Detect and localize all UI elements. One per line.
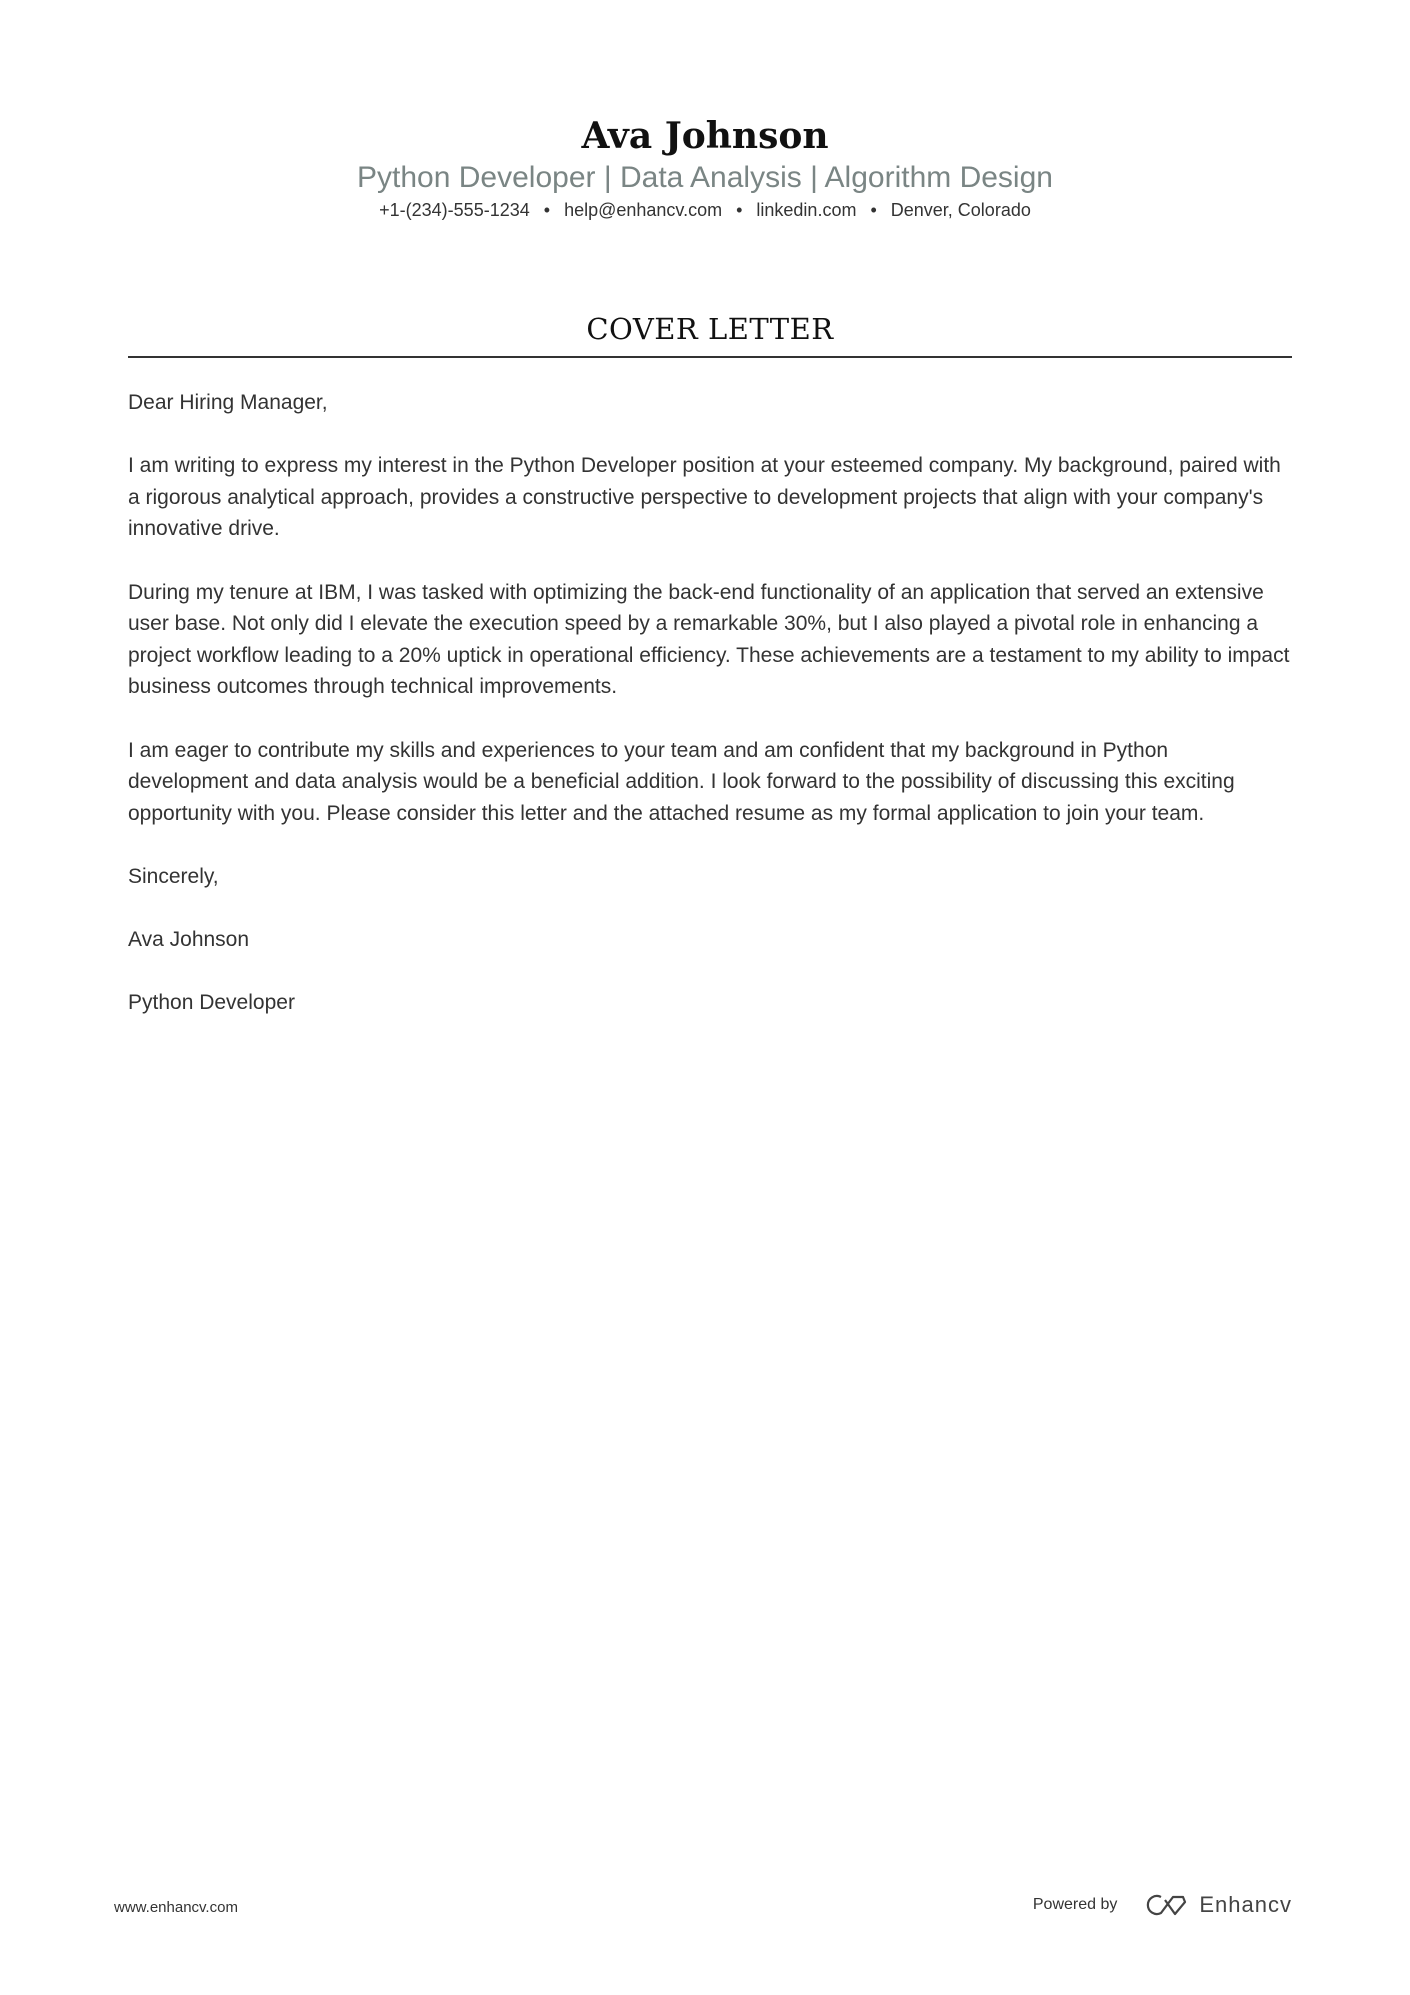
separator: •: [543, 200, 551, 220]
location: Denver, Colorado: [890, 200, 1031, 220]
powered-by-label: Powered by: [1032, 1896, 1118, 1913]
paragraph: I am writing to express my interest in the Python Developer position at your esteemed company. My background, paired with a rigorous analytical approach, provides a constructive perspective to development projects that align with your company's innovative drive.: [128, 454, 1281, 541]
email-link[interactable]: help@enhancv.com: [564, 200, 723, 220]
resume-header: [0, 112, 1410, 222]
section-title: COVER LETTER: [586, 312, 834, 346]
linkedin-link[interactable]: linkedin.com: [756, 200, 857, 220]
enhancv-logo-icon: [1143, 1892, 1189, 1918]
phone: +1-(234)-555-1234: [379, 200, 530, 220]
signature-title: Python Developer: [128, 991, 295, 1015]
enhancv-logo[interactable]: [1143, 1892, 1292, 1918]
paragraph: I am eager to contribute my skills and experiences to your team and am confident that my background in Python development and data analysis would be a beneficial addition. I look forward to the possibility of discussing this exciting opportunity with you. Please consider this letter and the attached resume as my formal application to join your team.: [128, 738, 1235, 825]
applicant-title: Python Developer | Data Analysis | Algorithm Design: [357, 161, 1053, 194]
greeting: Dear Hiring Manager,: [128, 391, 328, 414]
separator: •: [736, 200, 743, 220]
closing: Sincerely,: [128, 864, 219, 888]
contact-info: [0, 198, 1410, 222]
section-header: [128, 308, 1292, 358]
separator: •: [870, 200, 877, 220]
section-divider: [128, 356, 1292, 358]
paragraph: During my tenure at IBM, I was tasked with optimizing the back-end functionality of an application that served an extensive user base. Not only did I elevate the execution speed by a remarkable 30%, but I also played a pivotal role in enhancing a project workflow leading to a 20% uptick in operational efficiency. These achievements are a testament to my ability to impact business outcomes through technical improvements.: [128, 580, 1290, 699]
applicant-name: Ava Johnson: [581, 115, 829, 157]
letter-body: [128, 387, 1292, 1050]
powered-by: [1033, 1892, 1292, 1918]
signature-name: Ava Johnson: [128, 928, 250, 952]
website-link[interactable]: www.enhancv.com: [114, 1899, 238, 1916]
brand-name: Enhancv: [1199, 1892, 1292, 1917]
